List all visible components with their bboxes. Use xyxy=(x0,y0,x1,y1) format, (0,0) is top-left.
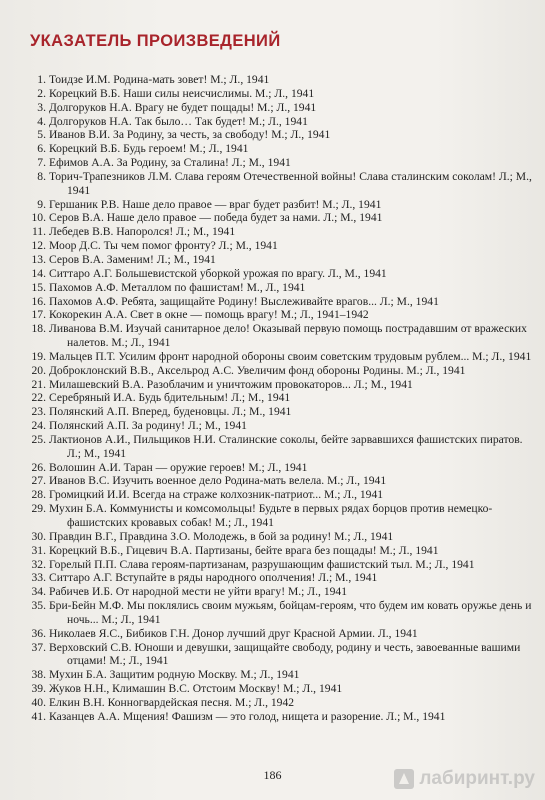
index-entry xyxy=(0,502,545,530)
index-entry xyxy=(0,544,545,558)
entry-text: Волошин А.И. Таран — оружие героев! М.; Л., 1941 xyxy=(49,460,308,474)
entry-number: 22. xyxy=(31,391,46,405)
entry-text: Ефимов А.А. За Родину, за Сталина! Л.; М., 1941 xyxy=(49,156,291,170)
index-entry xyxy=(0,225,545,239)
index-entry xyxy=(0,170,545,198)
entry-text: Правдин В.Г., Правдина З.О. Молодежь, в бой за родину! М.; Л., 1941 xyxy=(49,529,394,543)
index-entry xyxy=(0,198,545,212)
entry-number: 4. xyxy=(37,114,46,128)
index-entry xyxy=(0,364,545,378)
index-entry xyxy=(0,253,545,267)
index-entry xyxy=(0,322,545,350)
entry-text: Корецкий В.Б. Будь героем! М.; Л., 1941 xyxy=(49,142,249,156)
entry-text: Ситтаро А.Г. Вступайте в ряды народного ополчения! Л.; М., 1941 xyxy=(49,571,378,585)
index-entry xyxy=(0,530,545,544)
entry-number: 25. xyxy=(31,432,46,446)
entry-number: 17. xyxy=(31,308,46,322)
entry-number: 29. xyxy=(31,502,46,516)
entry-text: Иванов В.И. За Родину, за честь, за свободу! М.; Л., 1941 xyxy=(49,128,331,142)
entry-text: Иванов В.С. Изучить военное дело Родина-мать велела. М.; Л., 1941 xyxy=(49,474,387,488)
entry-text: Николаев Я.С., Бибиков Г.Н. Донор лучший друг Красной Армии. Л., 1941 xyxy=(49,626,418,640)
works-index-list xyxy=(0,73,545,724)
index-entry xyxy=(0,281,545,295)
entry-number: 35. xyxy=(31,599,46,613)
entry-number: 14. xyxy=(31,266,46,280)
index-entry xyxy=(0,488,545,502)
index-entry xyxy=(0,433,545,461)
entry-number: 18. xyxy=(31,322,46,336)
index-entry xyxy=(0,73,545,87)
entry-text: Пахомов А.Ф. Металлом по фашистам! М., Л., 1941 xyxy=(49,280,306,294)
entry-text: Доброклонский В.В., Аксельрод А.С. Увеличим фонд обороны Родины. М.; Л., 1941 xyxy=(49,363,466,377)
entry-number: 30. xyxy=(31,529,46,543)
index-entry xyxy=(0,558,545,572)
index-entry xyxy=(0,308,545,322)
entry-text: Моор Д.С. Ты чем помог фронту? Л.; М., 1941 xyxy=(49,239,278,253)
entry-number: 33. xyxy=(31,571,46,585)
index-entry xyxy=(0,295,545,309)
entry-text: Бри-Бейн М.Ф. Мы поклялись своим мужьям, бойцам-героям, что будем им ковать оружье день и ночь... М.; Л., 1941 xyxy=(49,599,532,626)
index-entry xyxy=(0,710,545,724)
entry-number: 27. xyxy=(31,474,46,488)
index-entry xyxy=(0,156,545,170)
entry-number: 2. xyxy=(37,86,46,100)
entry-text: Громицкий И.И. Всегда на страже колхозник-патриот... М.; Л., 1941 xyxy=(49,488,384,502)
index-entry xyxy=(0,87,545,101)
page-number: 186 xyxy=(263,768,282,782)
index-entry xyxy=(0,668,545,682)
index-entry xyxy=(0,378,545,392)
entry-number: 15. xyxy=(31,280,46,294)
index-entry xyxy=(0,585,545,599)
index-entry xyxy=(0,627,545,641)
entry-number: 31. xyxy=(31,543,46,557)
entry-text: Полянский А.П. За родину! Л.; М., 1941 xyxy=(49,419,247,433)
index-entry xyxy=(0,391,545,405)
entry-text: Корецкий В.Б., Гицевич В.А. Партизаны, бейте врага без пощады! М.; Л., 1941 xyxy=(49,543,439,557)
entry-text: Полянский А.П. Вперед, буденовцы. Л.; М., 1941 xyxy=(49,405,292,419)
labirint-logo-icon xyxy=(393,768,415,790)
entry-number: 12. xyxy=(31,239,46,253)
entry-text: Ливанова В.М. Изучай санитарное дело! Оказывай первую помощь пострадавшим от вражеских налетов. М.; Л., 1941 xyxy=(49,322,527,350)
index-entry xyxy=(0,267,545,281)
entry-number: 11. xyxy=(31,225,46,239)
entry-text: Верховский С.В. Юноши и девушки, защищайте свободу, родину и честь, завоеванные вашими отцами! М.; Л., 1941 xyxy=(49,640,521,668)
entry-number: 19. xyxy=(31,349,46,363)
entry-text: Гершаник Р.В. Наше дело правое — враг будет разбит! М.; Л., 1941 xyxy=(49,197,382,211)
entry-number: 37. xyxy=(31,640,46,654)
index-entry xyxy=(0,101,545,115)
watermark xyxy=(393,768,535,790)
entry-text: Долгоруков Н.А. Так было… Так будет! М.; Л., 1941 xyxy=(49,114,308,128)
index-entry xyxy=(0,696,545,710)
entry-text: Тоидзе И.М. Родина-мать зовет! М.; Л., 1941 xyxy=(49,73,270,86)
entry-number: 34. xyxy=(31,585,46,599)
entry-text: Елкин В.Н. Конногвардейская песня. М.; Л., 1942 xyxy=(49,695,295,709)
entry-text: Лебедев В.В. Напоролся! Л.; М., 1941 xyxy=(49,225,236,239)
index-entry xyxy=(0,405,545,419)
entry-number: 10. xyxy=(31,211,46,225)
entry-number: 41. xyxy=(31,709,46,723)
index-entry xyxy=(0,115,545,129)
entry-text: Торич-Трапезников Л.М. Слава героям Отечественной войны! Слава сталинским соколам! Л.; М., 1941 xyxy=(49,169,532,197)
entry-number: 6. xyxy=(37,142,46,156)
index-entry xyxy=(0,142,545,156)
entry-number: 16. xyxy=(31,294,46,308)
entry-text: Жуков Н.Н., Климашин В.С. Отстоим Москву! М.; Л., 1941 xyxy=(49,682,343,696)
entry-number: 1. xyxy=(37,73,46,86)
entry-text: Ситтаро А.Г. Большевистской уборкой урожая по врагу. Л., М., 1941 xyxy=(49,266,387,280)
entry-text: Лактионов А.И., Пильщиков Н.И. Сталинские соколы, бейте зарвавшихся фашистских пиратов. Л.; М., 1941 xyxy=(49,432,523,460)
entry-number: 13. xyxy=(31,252,46,266)
entry-number: 23. xyxy=(31,405,46,419)
index-entry xyxy=(0,350,545,364)
entry-text: Корецкий В.Б. Наши силы неисчислимы. М.; Л., 1941 xyxy=(49,86,315,100)
entry-number: 8. xyxy=(37,169,46,183)
entry-text: Казанцев А.А. Мщения! Фашизм — это голод, нищета и разорение. Л.; М., 1941 xyxy=(49,709,446,723)
entry-text: Рабичев И.Б. От народной мести не уйти врагу! М.; Л., 1941 xyxy=(49,585,348,599)
entry-number: 20. xyxy=(31,363,46,377)
entry-text: Милашевский В.А. Разоблачим и уничтожим провокаторов... Л.; М., 1941 xyxy=(49,377,413,391)
entry-number: 9. xyxy=(37,197,46,211)
index-entry xyxy=(0,128,545,142)
entry-number: 28. xyxy=(31,488,46,502)
entry-number: 7. xyxy=(37,156,46,170)
index-entry xyxy=(0,239,545,253)
index-entry xyxy=(0,599,545,627)
entry-number: 32. xyxy=(31,557,46,571)
watermark-text: лабиринт.ру xyxy=(419,768,535,789)
entry-text: Серебряный И.А. Будь бдительным! Л.; М., 1941 xyxy=(49,391,291,405)
page-title: УКАЗАТЕЛЬ ПРОИЗВЕДЕНИЙ xyxy=(30,32,281,50)
entry-text: Горелый П.П. Слава героям-партизанам, разрушающим фашистский тыл. М.; Л., 1941 xyxy=(49,557,475,571)
entry-number: 3. xyxy=(37,100,46,114)
index-entry xyxy=(0,641,545,669)
entry-number: 21. xyxy=(31,377,46,391)
entry-number: 5. xyxy=(37,128,46,142)
entry-text: Кокорекин А.А. Свет в окне — помощь врагу! М.; Л., 1941–1942 xyxy=(49,308,369,322)
entry-number: 36. xyxy=(31,626,46,640)
entry-text: Мальцев П.Т. Усилим фронт народной обороны своим советским трудовым рублем... М.; Л., 1941 xyxy=(49,349,532,363)
index-entry xyxy=(0,474,545,488)
entry-number: 26. xyxy=(31,460,46,474)
entry-text: Серов В.А. Наше дело правое — победа будет за нами. Л.; М., 1941 xyxy=(49,211,383,225)
index-entry xyxy=(0,461,545,475)
entry-number: 40. xyxy=(31,695,46,709)
index-entry xyxy=(0,571,545,585)
entry-number: 39. xyxy=(31,682,46,696)
index-entry xyxy=(0,682,545,696)
entry-text: Серов В.А. Заменим! Л.; М., 1941 xyxy=(49,252,216,266)
entry-number: 24. xyxy=(31,419,46,433)
entry-text: Мухин Б.А. Коммунисты и комсомольцы! Будьте в первых рядах борцов против немецко-фашистских кровавых собак! М.; Л., 1941 xyxy=(49,502,493,529)
entry-text: Мухин Б.А. Защитим родную Москву. М.; Л., 1941 xyxy=(49,668,300,682)
entry-number: 38. xyxy=(31,668,46,682)
index-entry xyxy=(0,419,545,433)
entry-text: Долгоруков Н.А. Врагу не будет пощады! М.; Л., 1941 xyxy=(49,100,317,114)
index-entry xyxy=(0,211,545,225)
entry-text: Пахомов А.Ф. Ребята, защищайте Родину! Выслеживайте врагов... Л.; М., 1941 xyxy=(49,294,439,308)
